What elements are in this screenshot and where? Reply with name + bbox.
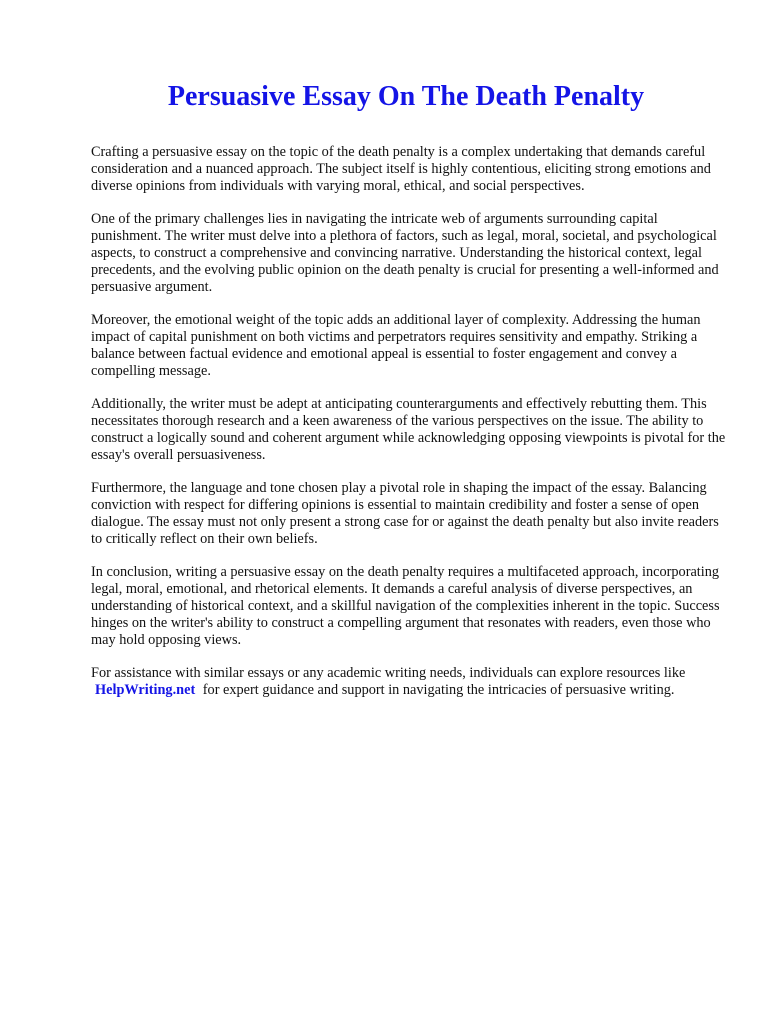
paragraph-6: In conclusion, writing a persuasive essay on the death penalty requires a multifaceted approach, incorporating legal, moral, emotional, and rhetorical elements. It demands a careful analysis of diverse perspectives, an understanding of historical context, and a skillful navigation of the complexities inherent in the topic. Success hinges on the writer's ability to construct a compelling argument that resonates with readers, even those who may hold opposing views.	[91, 564, 720, 648]
paragraph-5: Furthermore, the language and tone chosen play a pivotal role in shaping the impact of the essay. Balancing conviction with respect for differing opinions is essential to maintain credibility and foster a sense of open dialogue. The essay must not only present a strong case for or against the death penalty but also invite readers to critically reflect on their own beliefs.	[91, 480, 719, 547]
helpwriting-link[interactable]: HelpWriting.net	[95, 682, 196, 698]
closing-text-before: For assistance with similar essays or any academic writing needs, individuals can explore resources like	[91, 665, 686, 681]
paragraph-2: One of the primary challenges lies in navigating the intricate web of arguments surrounding capital punishment. The writer must delve into a plethora of factors, such as legal, moral, societal, and psychological aspects, to construct a comprehensive and convincing narrative. Understanding the historical context, legal precedents, and the evolving public opinion on the death penalty is crucial for presenting a well-informed and persuasive argument.	[91, 211, 719, 295]
paragraph-1: Crafting a persuasive essay on the topic of the death penalty is a complex undertaking that demands careful consideration and a nuanced approach. The subject itself is highly contentious, eliciting strong emotions and diverse opinions from individuals with varying moral, ethical, and social perspectives.	[91, 144, 711, 194]
document-body	[91, 144, 731, 715]
closing-text-after: for expert guidance and support in navigating the intricacies of persuasive writing.	[202, 682, 675, 698]
closing-paragraph	[91, 665, 731, 699]
document-title: Persuasive Essay On The Death Penalty	[167, 81, 645, 112]
paragraph-3: Moreover, the emotional weight of the topic adds an additional layer of complexity. Addressing the human impact of capital punishment on both victims and perpetrators requires sensitivity and empathy. Striking a balance between factual evidence and emotional appeal is essential to foster engagement and convey a compelling message.	[91, 312, 701, 379]
paragraph-4: Additionally, the writer must be adept at anticipating counterarguments and effectively rebutting them. This necessitates thorough research and a keen awareness of the various perspectives on the issue. The ability to construct a logically sound and coherent argument while acknowledging opposing viewpoints is pivotal for the essay's overall persuasiveness.	[91, 396, 726, 463]
